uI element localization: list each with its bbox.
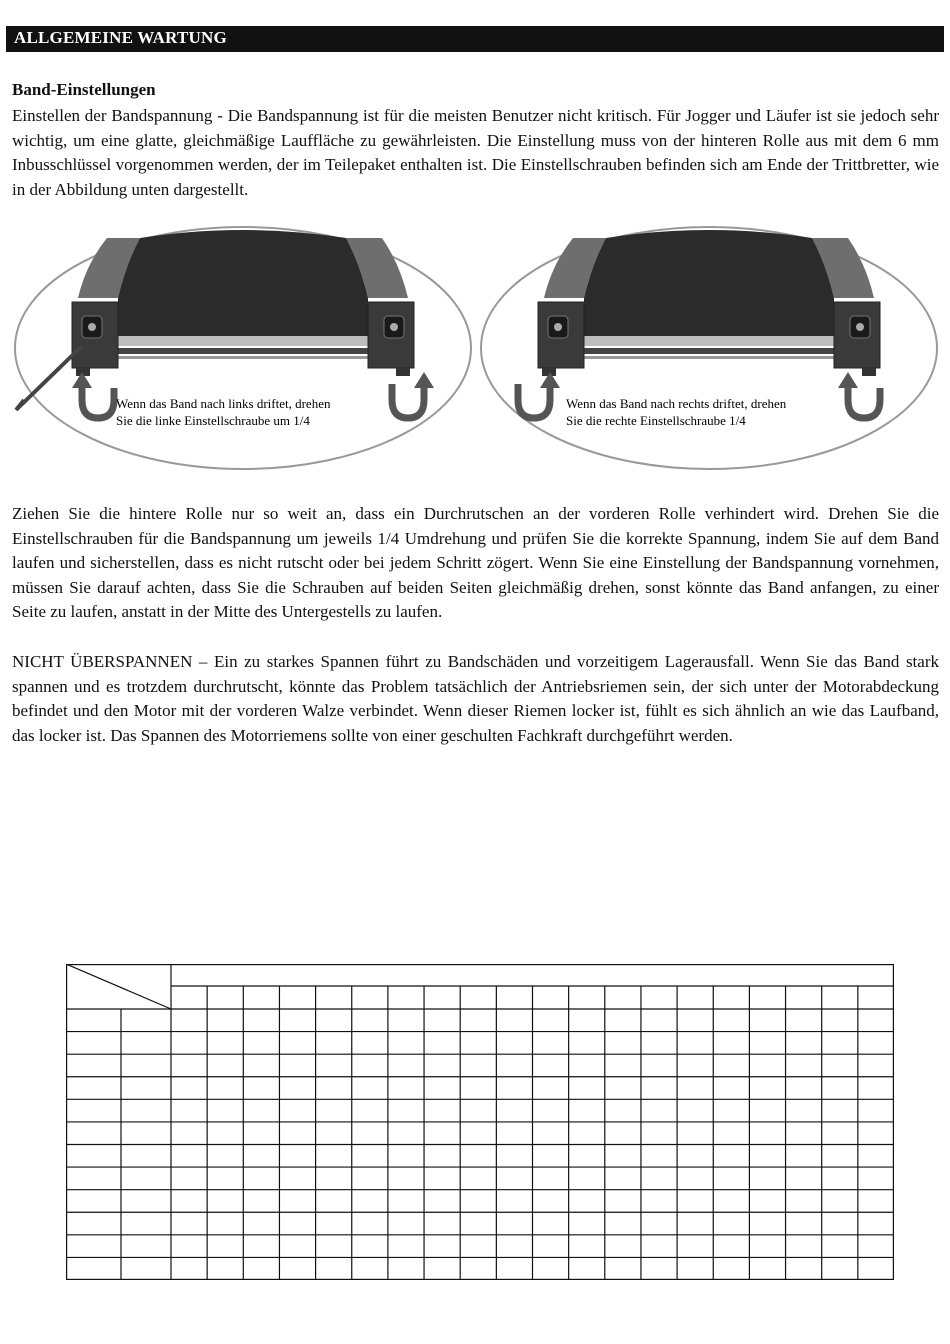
tension-paragraph: Ziehen Sie die hintere Rolle nur so weit an, dass ein Durchrutschen an der vorderen Rolle verhindert wird. Drehen Sie die Einstellschrauben für die Bandspannung um jeweils 1/4 Umdrehung und prüfen Sie die korrekte Spannung, indem Sie auf dem Band laufen und sicherstellen, dass es nicht rutscht oder bei jedem Schritt zögert. Wenn Sie eine Einstellung der Bandspannung vornehmen, müssen Sie darauf achten, dass Sie die Schrauben auf beiden Seiten gleichmäßig drehen, sonst könnte das Band anfangen, zu einer Seite zu laufen, anstatt in der Mitte des Untergestells zu laufen. [12, 504, 939, 621]
figure-left-caption-2: Sie die linke Einstellschraube um 1/4 [116, 413, 310, 428]
maintenance-log-table [66, 964, 894, 1280]
figure-belt-drift-left [12, 224, 474, 472]
section-header-title: ALLGEMEINE WARTUNG [14, 28, 227, 47]
section-header-bar [6, 26, 944, 52]
intro-paragraph: Einstellen der Bandspannung - Die Bandspannung ist für die meisten Benutzer nicht kritisch. Für Jogger und Läufer ist sie jedoch sehr wichtig, um eine glatte, gleichmäßige Lauffläche zu gewährleisten. Die Einstellung muss von der hinteren Rolle aus mit dem 6 mm Inbusschlüssel vorgenommen werden, der im Teilepaket enthalten ist. Die Einstellschrauben befinden sich am Ende der Trittbretter, wie in der Abbildung unten dargestellt. [12, 106, 939, 199]
figure-belt-drift-right [478, 224, 940, 472]
subsection-title: Band-Einstellungen [12, 80, 156, 99]
table-header-diagonal [66, 964, 171, 1009]
figure-left-caption-1: Wenn das Band nach links driftet, drehen [116, 396, 331, 411]
figure-right-caption-1: Wenn das Band nach rechts driftet, drehen [566, 396, 787, 411]
overtension-warning-paragraph: NICHT ÜBERSPANNEN – Ein zu starkes Spannen führt zu Bandschäden und vorzeitigem Lagerausfall. Wenn Sie das Band stark spannen und es trotzdem durchrutscht, könnte das Problem tatsächlich der Antriebsriemen sein, der sich unter der Motorabdeckung befindet und den Motor mit der vorderen Walze verbindet. Wenn dieser Riemen locker ist, fühlt es sich ähnlich an wie das Laufband, das locker ist. Das Spannen des Motorriemens sollte von einer geschulten Fachkraft durchgeführt werden. [12, 652, 939, 745]
figure-right-caption-2: Sie die rechte Einstellschraube 1/4 [566, 413, 746, 428]
